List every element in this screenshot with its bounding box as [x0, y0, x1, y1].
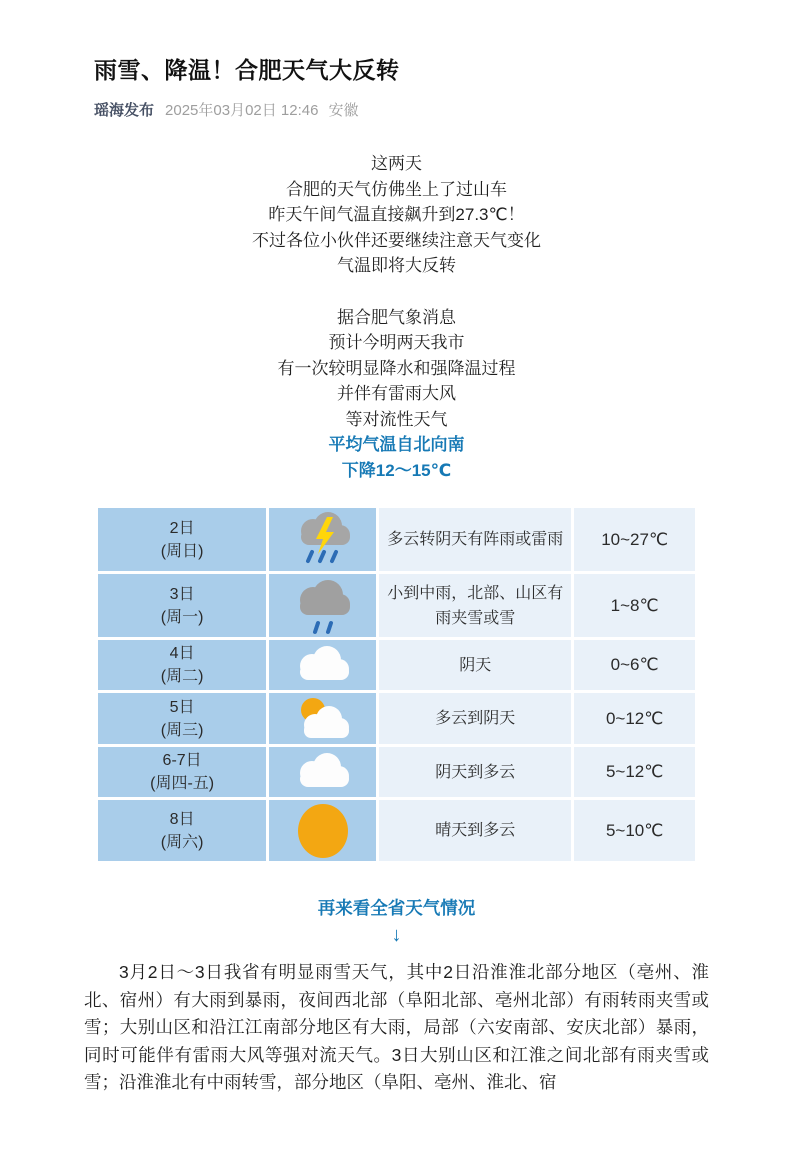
day-label: 4日: [169, 645, 195, 662]
publish-location: 安徽: [328, 102, 359, 119]
desc-cell: 晴天到多云: [379, 800, 571, 861]
desc-cell: 阴天: [379, 640, 571, 690]
day-cell: [98, 693, 266, 744]
intro-line: 不过各位小伙伴还要继续注意天气变化: [252, 230, 541, 250]
intro-paragraph-2: [84, 305, 709, 485]
week-label: (周三): [160, 721, 204, 739]
icon-cell: [269, 508, 376, 571]
week-label: (周日): [160, 542, 204, 560]
icon-cell: [269, 747, 376, 797]
table-row: [98, 747, 695, 797]
cloud-icon: [292, 644, 354, 686]
intro-line: 有一次较明显降水和强降温过程: [277, 358, 516, 378]
desc-cell: 多云到阴天: [379, 693, 571, 744]
publish-date: 2025年03月02日 12:46: [165, 102, 319, 119]
table-row: [98, 574, 695, 637]
day-label: 6-7日: [162, 752, 202, 769]
intro-line: 这两天: [371, 154, 422, 173]
day-label: 5日: [169, 698, 195, 716]
intro-line: 等对流性天气: [345, 409, 448, 429]
sun-icon: [295, 802, 351, 860]
desc-cell: 小到中雨，北部、山区有雨夹雪或雪: [379, 574, 571, 637]
temp-cell: 10~27℃: [574, 508, 695, 571]
temp-cell: 5~10℃: [574, 800, 695, 861]
intro-paragraph-1: [84, 151, 709, 279]
week-label: (周一): [160, 608, 204, 626]
sun-behind-cloud-icon: [291, 695, 355, 743]
intro-line: 预计今明两天我市: [328, 333, 465, 352]
province-paragraph: 3月2日～3日我省有明显雨雪天气，其中2日沿淮淮北部分地区（亳州、淮北、宿州）有大雨到暴雨，夜间西北部（阜阳北部、亳州北部）有雨转雨夹雪或雪；大别山区和沿江江南部分地区有大雨，局部（六安南部、安庆北部）暴雨，同时可能伴有雷雨大风等强对流天气。3日大别山区和江淮之间北部有雨夹雪或雪；沿淮淮北有中雨转雪，部分地区（阜阳、亳州、淮北、宿: [84, 962, 709, 1092]
temp-cell: 1~8℃: [574, 574, 695, 637]
temp-cell: 0~12℃: [574, 693, 695, 744]
temp-cell: 5~12℃: [574, 747, 695, 797]
intro-line: 昨天午间气温直接飙升到27.3℃！: [268, 205, 525, 224]
desc-cell: 阴天到多云: [379, 747, 571, 797]
highlight-line: 下降12～15℃: [341, 461, 452, 480]
intro-line: 并伴有雷雨大风: [337, 384, 456, 403]
day-cell: [98, 800, 266, 861]
thunderstorm-icon: [290, 509, 356, 571]
down-arrow-icon: ↓: [391, 924, 402, 946]
desc-cell: 多云转阴天有阵雨或雷雨: [379, 508, 571, 571]
article-page: [0, 52, 793, 1097]
article-title: 雨雪、降温！合肥天气大反转: [94, 57, 400, 83]
byline: [94, 99, 709, 120]
icon-cell: [269, 693, 376, 744]
table-row: [98, 508, 695, 571]
day-cell: [98, 747, 266, 797]
table-row: [98, 693, 695, 744]
intro-line: 合肥的天气仿佛坐上了过山车: [286, 179, 507, 199]
day-cell: [98, 574, 266, 637]
account-name[interactable]: 瑶海发布: [94, 102, 155, 119]
week-label: (周六): [160, 833, 204, 851]
icon-cell: [269, 574, 376, 637]
temp-cell: 0~6℃: [574, 640, 695, 690]
day-cell: [98, 508, 266, 571]
day-label: 8日: [169, 810, 195, 828]
week-label: (周四-五): [150, 775, 215, 792]
day-cell: [98, 640, 266, 690]
cloud-icon: [292, 751, 354, 793]
table-row: [98, 800, 695, 861]
rain-cloud-icon: [290, 576, 356, 636]
intro-line: 气温即将大反转: [337, 256, 456, 275]
icon-cell: [269, 800, 376, 861]
day-label: 2日: [169, 519, 195, 537]
day-label: 3日: [169, 585, 195, 603]
highlight-line: 平均气温自北向南: [328, 435, 465, 454]
forecast-table: [98, 508, 695, 861]
section-heading: 再来看全省天气情况: [317, 898, 476, 918]
week-label: (周二): [160, 668, 204, 685]
icon-cell: [269, 640, 376, 690]
intro-line: 据合肥气象消息: [337, 307, 456, 327]
table-row: [98, 640, 695, 690]
